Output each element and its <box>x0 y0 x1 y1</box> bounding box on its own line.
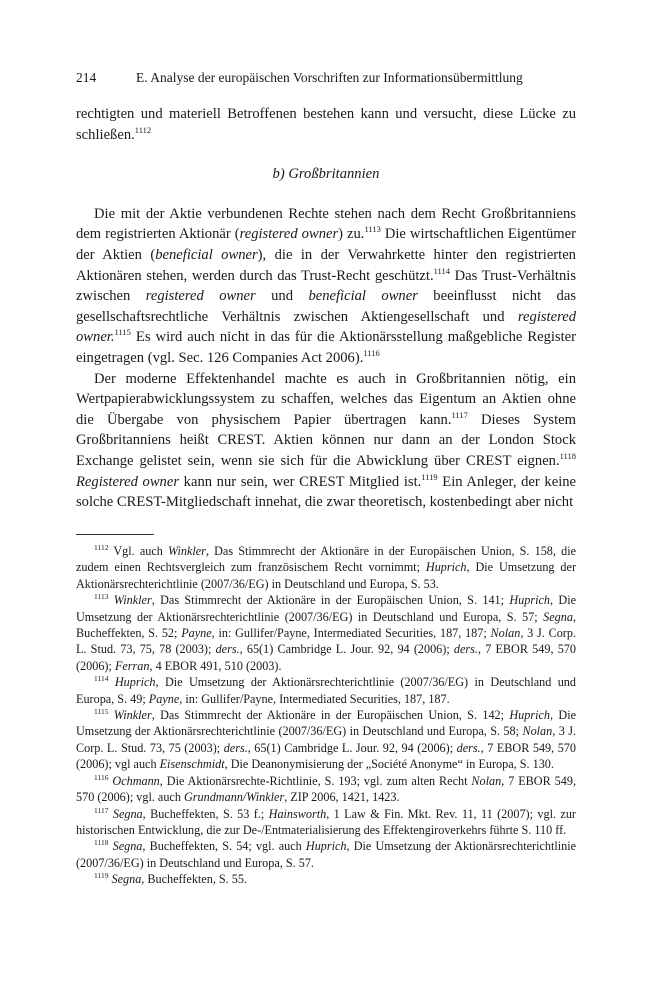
text: Das Trust-Verhältnis zwischen <box>76 267 576 305</box>
text: , 4 EBOR 491, 510 (2003). <box>149 658 282 673</box>
text: ), die in der Verwahrkette hinter den registrierten Aktionären stehen, werden durch das Trust-Recht geschützt. <box>76 246 576 284</box>
footnote <box>76 871 576 887</box>
author: Grundmann/Winkler <box>183 790 285 805</box>
author: ders. <box>223 740 248 755</box>
text: Ein Anleger, der keine solche CREST-Mitgliedschaft innehat, die zwar theoretisch, kostenbedingt aber nicht <box>76 473 577 511</box>
running-header <box>76 70 576 86</box>
page-number: 214 <box>76 70 97 85</box>
author: Huprich <box>305 839 347 854</box>
paragraph-continued <box>76 104 576 145</box>
author: Ferran <box>114 658 150 673</box>
author: Segna <box>543 609 573 624</box>
author: Ochmann <box>108 773 160 788</box>
author: Huprich <box>425 560 467 575</box>
term: Registered owner <box>76 473 180 490</box>
author: Eisenschmidt <box>159 757 225 772</box>
section-heading: b) Großbritannien <box>272 166 380 183</box>
text: kann nur sein, wer CREST Mitglied ist. <box>179 473 422 490</box>
text: Der moderne Effektenhandel machte es auch in Großbritannien nötig, ein Wertpapierabwicklungssystem zu schaffen, welches das Eigentum an Aktien ohne die Übergabe von physischem Papier übertragen kann. <box>76 370 576 428</box>
main-text <box>76 104 576 513</box>
running-title: E. Analyse der europäischen Vorschriften zur Informationsübermittlung <box>136 70 523 85</box>
author: ders. <box>453 642 478 657</box>
footnote-divider <box>76 534 154 535</box>
footnote-ref[interactable]: 1113 <box>364 224 381 235</box>
text: Vgl. auch <box>108 544 169 558</box>
footnote-number: 1114 <box>94 674 109 684</box>
author: Winkler <box>108 593 152 608</box>
author: Huprich <box>509 593 550 608</box>
footnote-ref[interactable]: 1112 <box>134 124 152 135</box>
text: , 65(1) Cambridge L. Jour. 92, 94 (2006); <box>247 740 457 755</box>
term: beneficial owner <box>308 288 418 305</box>
footnote <box>76 773 576 806</box>
footnotes <box>76 543 576 888</box>
text: ) zu. <box>338 226 365 243</box>
text: , 7 EBOR 549, 570 (2006); <box>76 642 576 673</box>
footnote-ref[interactable]: 1115 <box>114 327 131 338</box>
text: , Die Umsetzung der Aktionärsrechterichtlinie (2007/36/EG) in Deutschland und Europa, S. 58; <box>76 708 576 739</box>
author: Nolan <box>522 724 553 739</box>
footnote-ref[interactable]: 1116 <box>363 347 380 358</box>
paragraph <box>76 369 576 513</box>
text: und <box>255 288 309 305</box>
text: , 7 EBOR 549, 570 (2006); vgl. auch <box>76 773 576 805</box>
text: , Die Umsetzung der Aktionärsrechterichtlinie (2007/36/EG) in Deutschland und Europa, S. 57. <box>76 839 577 870</box>
text: , Bucheffekten, S. 53 f.; <box>142 806 269 821</box>
term: registered owner <box>239 226 339 243</box>
text: , 65(1) Cambridge L. Jour. 92, 94 (2006); <box>239 642 454 657</box>
text: , ZIP 2006, 1421, 1423. <box>284 790 400 805</box>
author: Segna <box>108 839 143 854</box>
text: , Das Stimmrecht der Aktionäre in der Europäischen Union, S. 142; <box>151 708 510 723</box>
text: , Bucheffekten, S. 55. <box>141 872 248 887</box>
footnote-ref[interactable]: 1118 <box>559 450 576 461</box>
text: Es wird auch nicht in das für die Aktionärsstellung maßgebliche Register eingetragen (vgl. Sec. 126 Companies Act 2006). <box>76 329 576 366</box>
author: ders. <box>456 740 481 755</box>
text: rechtigten und materiell Betroffenen bestehen kann und versucht, diese Lücke zu schließen. <box>76 106 576 143</box>
footnote <box>76 592 576 674</box>
footnote-number: 1117 <box>94 805 109 815</box>
author: Hainsworth <box>268 806 327 821</box>
paragraph <box>76 204 576 369</box>
author: Payne <box>148 691 180 706</box>
author: Huprich <box>108 675 156 690</box>
text: Die mit der Aktie verbundenen Rechte stehen nach dem Recht Großbritanniens dem registrierten Aktionär ( <box>76 205 576 243</box>
text: Dieses System Großbritanniens heißt CREST. Aktien können nur dann an der London Stock Exchange gelistet sein, wenn sie sich für die Abwicklung über CREST eignen. <box>76 411 576 469</box>
footnote-number: 1115 <box>94 707 109 717</box>
footnote-number: 1118 <box>94 838 109 848</box>
author: Huprich <box>509 708 550 723</box>
text: , 3 J. Corp. L. Stud. 73, 75, 78 (2003); <box>76 626 576 657</box>
term: beneficial owner <box>155 246 258 263</box>
author: Winkler <box>108 708 152 723</box>
text: , Die Deanonymisierung der „Société Anonyme“ in Europa, S. 130. <box>224 757 554 772</box>
footnote <box>76 838 576 871</box>
footnote-number: 1119 <box>94 871 109 881</box>
text: , Die Umsetzung der Aktionärsrechterichtlinie (2007/36/EG) in Deutschland und Europa, S. 57; <box>76 593 576 624</box>
text: , Das Stimmrecht der Aktionäre in der Europäischen Union, S. 158, die zudem einen Rechtsvergleich zum französischem Recht vornimmt; <box>76 544 576 575</box>
footnote-ref[interactable]: 1117 <box>451 409 468 420</box>
text: beeinflusst nicht das gesellschaftsrechtliche Verhältnis zwischen Aktiengesellschaft und <box>76 288 576 325</box>
footnote-ref[interactable]: 1119 <box>421 471 438 482</box>
footnote <box>76 707 576 773</box>
author: Segna <box>108 806 143 821</box>
footnote-number: 1112 <box>94 543 109 552</box>
author: Winkler <box>168 544 206 558</box>
text: , in: Gullifer/Payne, Intermediated Securities, 187, 187. <box>179 691 450 706</box>
author: ders. <box>215 642 240 657</box>
text: , Die Aktionärsrechte-Richtlinie, S. 193; vgl. zum alten Recht <box>159 773 472 788</box>
text: , 7 EBOR 549, 570 (2006); vgl auch <box>76 740 576 772</box>
text: , Die Umsetzung der Aktionärsrechterichtlinie (2007/36/EG) in Deutschland und Europa, S. 49; <box>76 675 576 706</box>
text: , Bucheffekten, S. 54; vgl. auch <box>142 839 306 854</box>
text: Die wirtschaftlichen Eigentümer der Aktien ( <box>76 226 576 263</box>
footnote-ref[interactable]: 1114 <box>433 265 450 276</box>
text: , Das Stimmrecht der Aktionäre in der Europäischen Union, S. 141; <box>151 593 510 608</box>
footnote-number: 1113 <box>94 592 109 602</box>
text: , in: Gullifer/Payne, Intermediated Securities, 187, 187; <box>211 626 491 641</box>
footnote <box>76 543 576 592</box>
term: registered owner <box>145 288 256 305</box>
author: Payne <box>181 626 212 641</box>
author: Nolan <box>471 773 502 788</box>
text: , 1 Law & Fin. Mkt. Rev. 11, 11 (2007); vgl. zur historischen Entwicklung, die zur De-/Entmaterialisierung des Effektengiroverkehrs führte S. 110 ff. <box>76 806 576 837</box>
footnote <box>76 806 576 839</box>
author: Nolan <box>490 626 521 641</box>
footnote-number: 1116 <box>94 772 109 782</box>
text: , 3 J. Corp. L. Stud. 73, 75 (2003); <box>76 724 577 755</box>
term: registered owner. <box>76 308 576 346</box>
footnote <box>76 674 576 707</box>
text: , Die Umsetzung der Aktionärsrechterichtlinie (2007/36/EG) in Deutschland und Europa, S. 53. <box>76 560 576 591</box>
author: Segna <box>108 872 142 887</box>
text: , Bucheffekten, S. 52; <box>76 609 576 641</box>
